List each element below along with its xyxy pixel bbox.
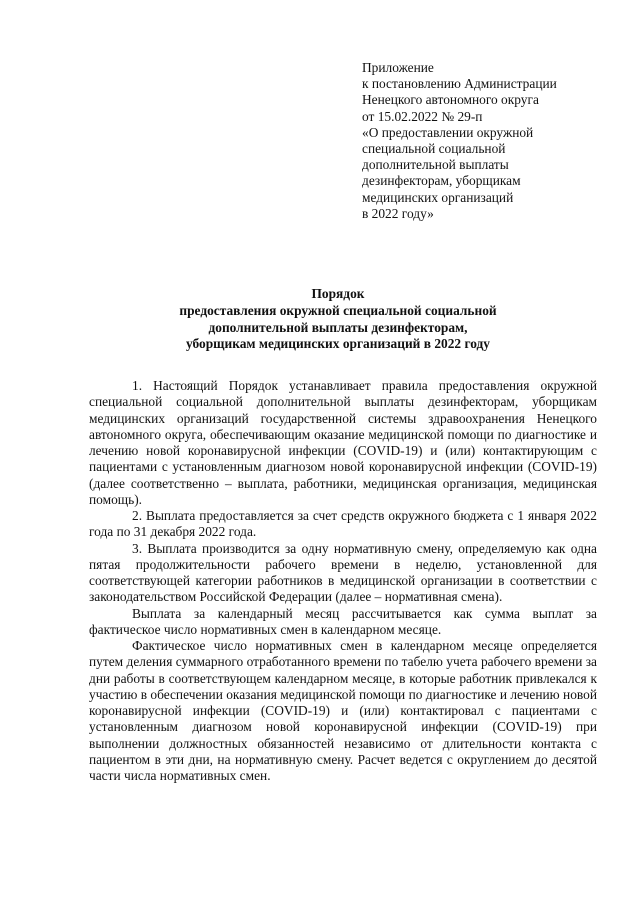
document-title (80, 286, 596, 353)
paragraph-4: Выплата за календарный месяц рассчитывается как сумма выплат за фактическое число нормативных смен в календарном месяце. (89, 605, 597, 637)
title-line: уборщикам медицинских организаций в 2022 году (186, 336, 490, 352)
annex-line: дополнительной выплаты (362, 157, 509, 173)
annex-line: медицинских организаций (362, 189, 514, 205)
annex-line: к постановлению Администрации (362, 76, 557, 92)
paragraph-1: 1. Настоящий Порядок устанавливает правила предоставления окружной специальной социальной дополнительной выплаты дезинфекторам, уборщикам медицинских организаций государственной системы здравоохранения Ненецкого автономного округа, обеспечивающим оказание медицинской помощи по диагностике и лечению новой коронавирусной инфекции (COVID-19) и (или) контактирующим с пациентами с установленным диагнозом новой коронавирусной инфекции (COVID-19) (далее соответственно – выплата, работники, медицинская организация, медицинская помощь). (89, 378, 597, 507)
annex-line: Приложение (362, 60, 434, 75)
paragraph-5: Фактическое число нормативных смен в календарном месяце определяется путем деления суммарного отработанного времени по табелю учета рабочего времени за дни работы в соответствующем календарном месяце, в которые работник привлекался к участию в обеспечении оказания медицинской помощи по диагностике и лечению новой коронавирусной инфекции (COVID-19) и (или) контактировал с пациентами с установленным диагнозом новой коронавирусной инфекции (COVID-19) при выполнении должностных обязанностей независимо от длительности контакта с пациентом в эти дни, на нормативную смену. Расчет ведется с округлением до десятой части числа нормативных смен. (89, 638, 597, 783)
paragraph-2: 2. Выплата предоставляется за счет средств окружного бюджета с 1 января 2022 года по 31 декабря 2022 года. (89, 508, 597, 540)
annex-line: дезинфекторам, уборщикам (362, 173, 521, 189)
annex-line: «О предоставлении окружной (362, 124, 534, 140)
title-line: предоставления окружной специальной социальной (179, 302, 497, 318)
title-line: Порядок (311, 286, 365, 301)
annex-header (362, 60, 602, 222)
annex-line: от 15.02.2022 № 29-п (362, 108, 483, 124)
document-body (89, 378, 597, 784)
annex-line: специальной социальной (362, 141, 506, 157)
paragraph-3: 3. Выплата производится за одну нормативную смену, определяемую как одна пятая продолжительности рабочего времени в неделю, установленной для соответствующей категории работников в медицинской организации в соответствии с законодательством Российской Федерации (далее – нормативная смена). (89, 540, 597, 605)
annex-line: Ненецкого автономного округа (362, 92, 539, 108)
annex-line: в 2022 году» (362, 205, 434, 221)
title-line: дополнительной выплаты дезинфекторам, (208, 319, 468, 335)
